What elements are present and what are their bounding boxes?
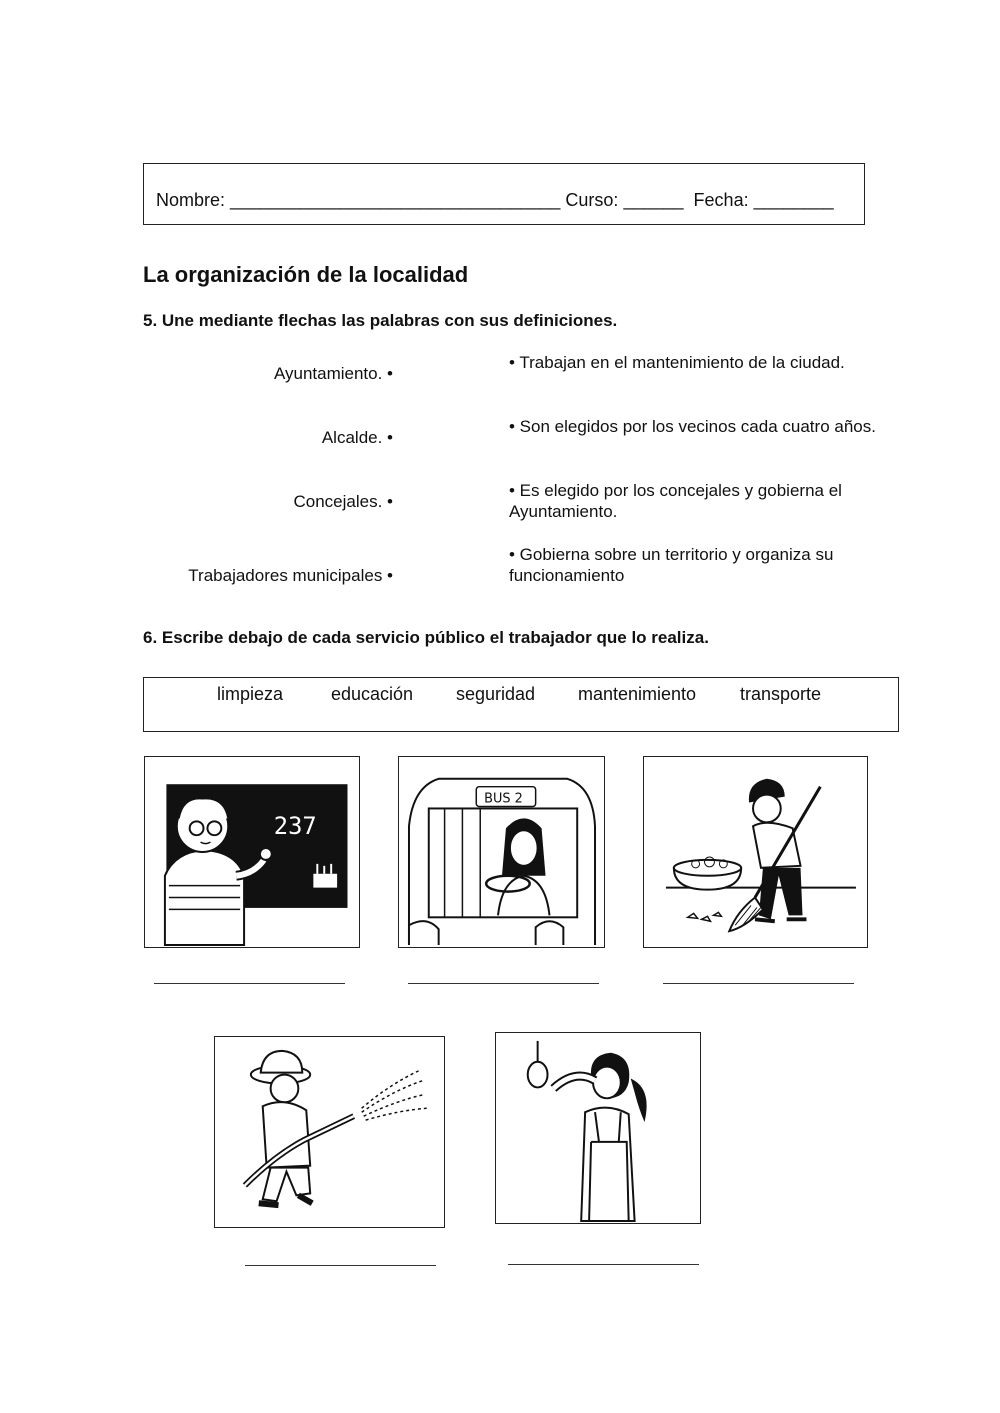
electrician-illustration [495,1032,701,1224]
nombre-label: Nombre: [156,190,226,210]
question-6-prompt: 6. Escribe debajo de cada servicio público el trabajador que lo realiza. [143,628,709,647]
bus-driver-illustration [398,756,605,948]
curso-field[interactable]: ______ [623,190,684,210]
curso-label: Curso: [565,190,619,210]
term-ayuntamiento[interactable]: Ayuntamiento. • [273,364,393,383]
broom-icon [644,757,867,947]
fecha-label: Fecha: [693,190,749,210]
term-alcalde[interactable]: Alcalde. • [321,428,393,447]
term-trabajadores-municipales[interactable]: Trabajadores municipales • [188,566,393,585]
firefighter-illustration [214,1036,445,1228]
answer-line-3[interactable] [663,983,854,984]
word-mantenimiento: mantenimiento [578,684,697,704]
answer-line-5[interactable] [508,1264,699,1265]
answer-line-2[interactable] [408,983,599,984]
student-info-line [156,190,834,211]
word-educacion: educación [331,684,414,704]
answer-line-4[interactable] [245,1265,436,1266]
nombre-field[interactable]: _________________________________ [230,190,561,210]
bus-icon [399,757,604,947]
definition-2[interactable]: • Son elegidos por los vecinos cada cuatro años. [509,417,876,436]
definition-3[interactable]: • Es elegido por los concejales y gobierna el Ayuntamiento. [509,481,842,521]
word-seguridad: seguridad [456,684,536,704]
street-sweeper-illustration [643,756,868,948]
page-title: La organización de la localidad [143,262,469,287]
lightbulb-icon [496,1033,700,1223]
board-number: 237 [273,812,317,841]
definition-1[interactable]: • Trabajan en el mantenimiento de la ciudad. [509,353,845,372]
firefighter-icon [215,1037,444,1227]
teacher-icon [145,757,359,947]
teacher-illustration [144,756,360,948]
fecha-field[interactable]: ________ [753,190,834,210]
definition-4[interactable]: • Gobierna sobre un territorio y organiza su funcionamiento [509,545,834,585]
question-5-prompt: 5. Une mediante flechas las palabras con sus definiciones. [143,311,618,330]
answer-line-1[interactable] [154,983,345,984]
word-transporte: transporte [740,684,822,704]
bus-sign: BUS 2 [484,791,523,807]
word-limpieza: limpieza [217,684,284,704]
term-concejales[interactable]: Concejales. • [293,492,393,511]
